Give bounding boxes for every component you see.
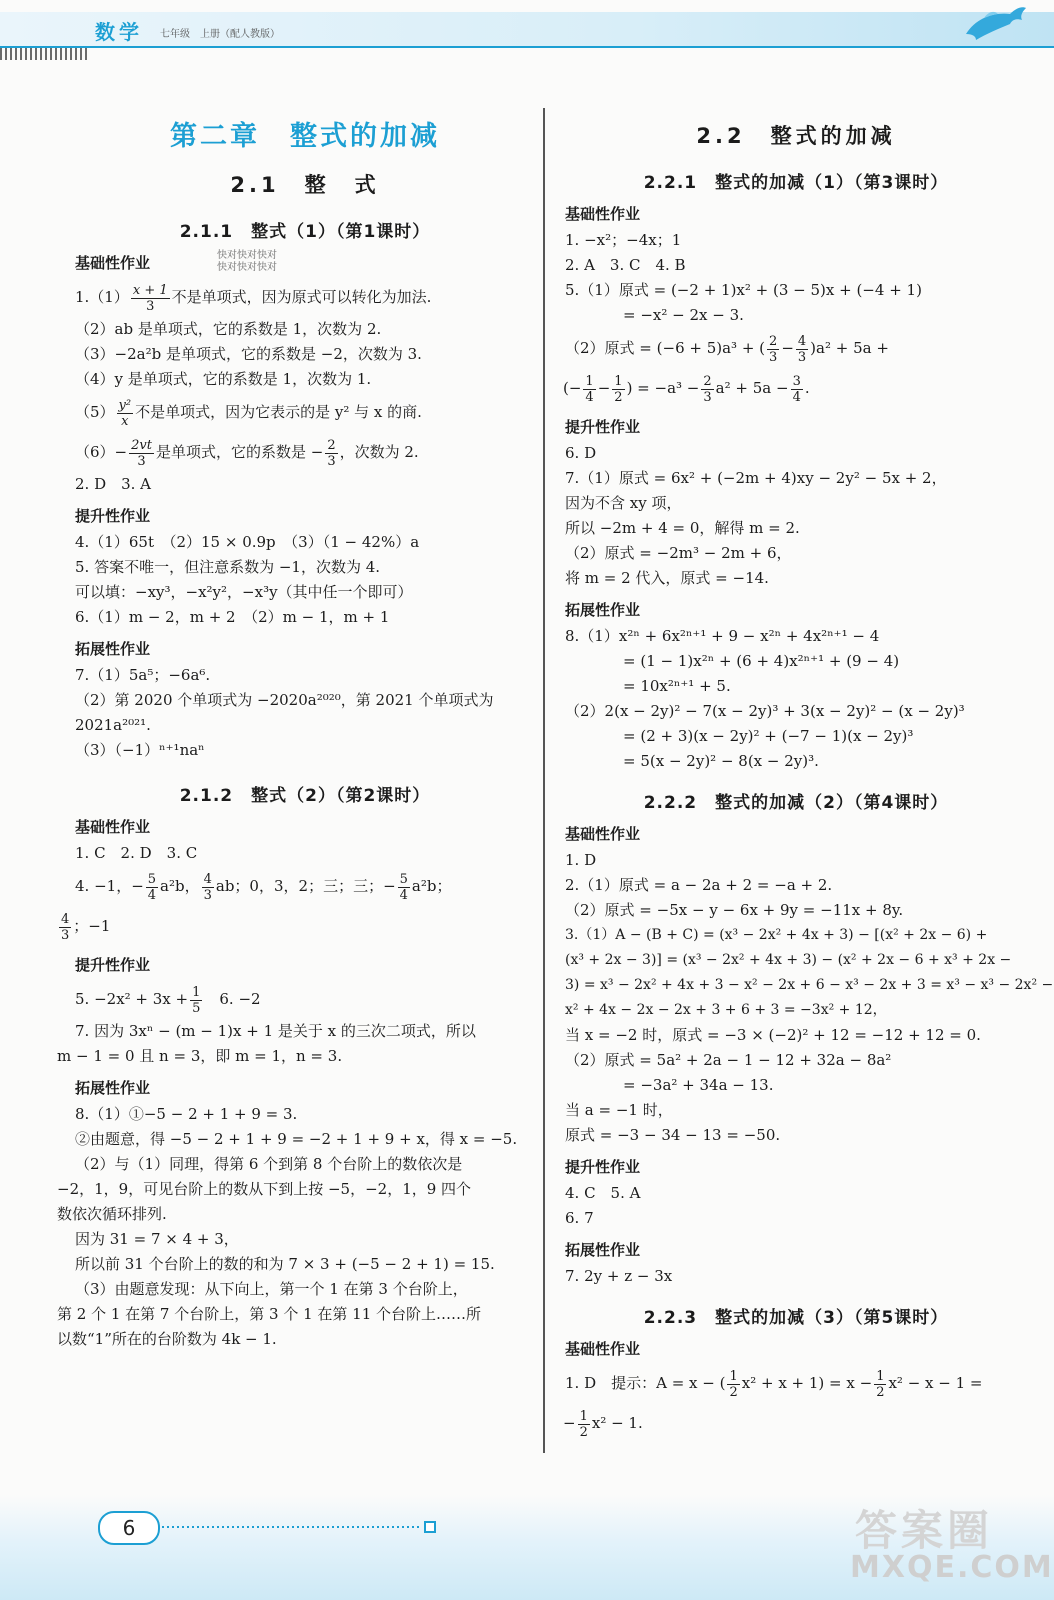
fraction xyxy=(583,374,595,405)
fraction xyxy=(146,872,158,903)
answer-line: （3）由题意发现：从下向上，第一个 1 在第 3 个台阶上， xyxy=(75,1280,468,1298)
answer-line: （2）原式 = −5x − y − 6x + 9y = −11x + 8y. xyxy=(565,901,904,919)
answer-line: 7. 2y + z − 3x xyxy=(565,1267,673,1285)
denominator: 3 xyxy=(797,349,807,365)
category-basic: 基础性作业 xyxy=(75,254,151,272)
numerator: 2 xyxy=(703,373,712,389)
category-basic: 基础性作业 xyxy=(75,818,151,836)
answer-line: （2）原式 = 5a² + 2a − 1 − 12 + 32a − 8a² xyxy=(565,1051,892,1069)
page-number: 6 xyxy=(98,1511,160,1545)
denominator: 3 xyxy=(203,887,212,903)
fraction xyxy=(190,985,202,1016)
answer-line: 1. C 2. D 3. C xyxy=(75,844,198,862)
denominator: 3 xyxy=(146,298,155,314)
text: 6. −2 xyxy=(204,990,261,1008)
answer-line: 2.（1）原式 = a − 2a + 2 = −a + 2. xyxy=(565,876,833,894)
text: ；−1 xyxy=(73,917,111,935)
fraction xyxy=(701,374,713,405)
text: 4. −1，− xyxy=(75,877,144,895)
category-improve: 提升性作业 xyxy=(565,1158,641,1176)
fraction xyxy=(578,1409,590,1440)
answer-line xyxy=(565,1363,1027,1403)
fraction xyxy=(129,438,154,469)
answer-line: 1. −x²；−4x；1 xyxy=(565,231,682,249)
column-divider xyxy=(543,108,545,1453)
answer-line: 3) = x³ − 2x² + 4x + 3 − x² − 2x + 6 − x³ − 2x + 3 = x³ − x³ − 2x² − xyxy=(565,977,1054,993)
answer-line: 4. C 5. A xyxy=(565,1184,641,1202)
answer-line: (x³ + 2x − 3)] = (x³ − 2x² + 4x + 3) − (x² + 2x − 6 + x³ + 2x − xyxy=(565,952,1012,968)
category-expand: 拓展性作业 xyxy=(75,1079,151,1097)
answer-line: 因为不含 xy 项， xyxy=(565,494,682,512)
answer-line: 所以前 31 个台阶上的数的和为 7 × 3 + (−5 − 2 + 1) = 15. xyxy=(75,1255,495,1273)
header-band xyxy=(0,12,1054,46)
answer-line: 1. D xyxy=(565,851,597,869)
fraction xyxy=(612,374,624,405)
watermark-logo: 答案圈 xyxy=(855,1506,994,1555)
answer-line: = (2 + 3)(x − 2y)² + (−7 − 1)(x − 2y)³ xyxy=(623,727,914,745)
numerator: 2vt xyxy=(131,437,152,453)
text: )a² + 5a + xyxy=(810,339,889,357)
answer-line xyxy=(75,392,535,432)
numerator: 3 xyxy=(792,373,801,389)
numerator: x + 1 xyxy=(132,282,168,298)
text: a² + 5a − xyxy=(715,379,789,397)
subsection-title-2-1-2: 2.1.2 整式（2）（第2课时） xyxy=(179,786,431,806)
category-basic: 基础性作业 xyxy=(565,825,641,843)
category-expand: 拓展性作业 xyxy=(75,640,151,658)
answer-line: 原式 = −3 − 34 − 13 = −50. xyxy=(565,1126,781,1144)
denominator: 3 xyxy=(327,453,336,469)
answer-line: （2）原式 = −2m³ − 2m + 6， xyxy=(565,544,792,562)
category-basic: 基础性作业 xyxy=(565,205,641,223)
text: x² + x + 1) = x − xyxy=(741,1374,873,1392)
text: a²b， xyxy=(160,877,200,895)
denominator: 3 xyxy=(61,927,70,943)
answer-line: 6. D xyxy=(565,444,597,462)
answer-line: 4.（1）65t （2）15 × 0.9p （3）（1 − 42%）a xyxy=(75,533,420,551)
answer-line: 所以 −2m + 4 = 0，解得 m = 2. xyxy=(565,519,800,537)
handwritten-line: 快对快对快对 xyxy=(217,250,277,261)
answer-line: = (1 − 1)x²ⁿ + (6 + 4)x²ⁿ⁺¹ + (9 − 4) xyxy=(623,652,900,670)
text: （6）− xyxy=(75,443,128,461)
denominator: 2 xyxy=(876,1384,885,1400)
text: （5） xyxy=(75,403,115,421)
subsection-title-2-2-2: 2.2.2 整式的加减（2）（第4课时） xyxy=(643,793,949,813)
category-improve: 提升性作业 xyxy=(75,956,151,974)
answer-line: = −x² − 2x − 3. xyxy=(623,306,744,324)
text: − xyxy=(597,379,611,397)
text: − xyxy=(563,1414,576,1432)
text: 不是单项式，因为原式可以转化为加法. xyxy=(171,288,432,306)
numerator: 2 xyxy=(327,437,336,453)
fraction xyxy=(59,912,71,943)
denominator: 2 xyxy=(579,1424,588,1440)
fraction xyxy=(117,398,134,429)
fraction xyxy=(874,1369,886,1400)
footer-square-icon xyxy=(424,1521,436,1533)
text: . xyxy=(804,379,810,397)
fraction xyxy=(325,438,337,469)
text: x² − 1. xyxy=(591,1414,643,1432)
answer-line: 将 m = 2 代入，原式 = −14. xyxy=(565,569,769,587)
header-subject: 数学 xyxy=(95,20,143,44)
denominator: 3 xyxy=(137,453,146,469)
numerator: 1 xyxy=(585,373,594,389)
text: x² − x − 1 = xyxy=(888,1374,983,1392)
subsection-title-2-2-3: 2.2.3 整式的加减（3）（第5课时） xyxy=(643,1308,949,1328)
answer-line: 当 a = −1 时， xyxy=(565,1101,673,1119)
answer-line: ②由题意，得 −5 − 2 + 1 + 9 = −2 + 1 + 9 + x，得 x = −5. xyxy=(75,1130,518,1148)
numerator: 4 xyxy=(203,871,212,887)
page-header xyxy=(0,0,1054,62)
right-column xyxy=(563,100,1054,1443)
answer-line: （2）ab 是单项式，它的系数是 1，次数为 2. xyxy=(75,320,382,338)
denominator: 4 xyxy=(147,887,157,903)
answer-line: 7. 因为 3xⁿ − (m − 1)x + 1 是关于 x 的三次二项式，所以 xyxy=(75,1022,476,1040)
watermark-url: MXQE.COM xyxy=(850,1550,1054,1585)
denominator: 3 xyxy=(769,349,778,365)
text: ab；0，3，2；三；三；− xyxy=(215,877,396,895)
denominator: 4 xyxy=(792,389,801,405)
left-column xyxy=(57,100,535,1352)
section-title-2-1: 2.1 整 式 xyxy=(230,173,380,197)
denominator: 4 xyxy=(585,389,594,405)
answer-line: = 5(x − 2y)² − 8(x − 2y)³. xyxy=(623,752,819,770)
answer-line: 7.（1）5a⁵；−6a⁶. xyxy=(75,666,211,684)
numerator: 2 xyxy=(769,333,778,349)
denominator: 2 xyxy=(614,389,623,405)
answer-line: （2）2(x − 2y)² − 7(x − 2y)³ + 3(x − 2y)² − (x − 2y)³ xyxy=(565,702,965,720)
category-expand: 拓展性作业 xyxy=(565,1241,641,1259)
text: （2）原式 = (−6 + 5)a³ + ( xyxy=(565,339,766,357)
header-ticks xyxy=(0,48,88,60)
numerator: 5 xyxy=(147,871,157,887)
answer-line: −2，1，9，可见台阶上的数从下到上按 −5，−2，1，9 四个 xyxy=(57,1180,472,1198)
answer-line: （2）第 2020 个单项式为 −2020a²⁰²⁰，第 2021 个单项式为 xyxy=(75,691,494,709)
subsection-title-2-2-1: 2.2.1 整式的加减（1）（第3课时） xyxy=(643,173,949,193)
text: 1. D 提示：A = x − ( xyxy=(565,1374,726,1392)
fraction xyxy=(131,283,170,314)
answer-line xyxy=(75,432,535,472)
answer-line xyxy=(57,906,535,946)
fraction xyxy=(398,872,410,903)
numerator: 1 xyxy=(729,1368,738,1384)
answer-line: （4）y 是单项式，它的系数是 1，次数为 1. xyxy=(75,370,372,388)
answer-line: 6.（1）m − 2，m + 2 （2）m − 1，m + 1 xyxy=(75,608,390,626)
answer-line: 6. 7 xyxy=(565,1209,594,1227)
answer-line: 7.（1）原式 = 6x² + (−2m + 4)xy − 2y² − 5x + 2， xyxy=(565,469,947,487)
answer-line: 3.（1）A − (B + C) = (x³ − 2x² + 4x + 3) − [(x² + 2x − 6) + xyxy=(565,927,988,943)
text: (− xyxy=(563,379,582,397)
answer-line: = 10x²ⁿ⁺¹ + 5. xyxy=(623,677,731,695)
answer-line xyxy=(75,277,535,317)
answer-line xyxy=(563,1403,1027,1443)
answer-line: 因为 31 = 7 × 4 + 3， xyxy=(75,1230,239,1248)
numerator: 1 xyxy=(192,984,201,1000)
numerator: 5 xyxy=(399,871,408,887)
fraction xyxy=(791,374,803,405)
denominator: x xyxy=(121,413,129,429)
fraction xyxy=(727,1369,739,1400)
handwritten-line: 快对快对快对 xyxy=(217,262,277,273)
text: 5. −2x² + 3x + xyxy=(75,990,189,1008)
answer-line: 数依次循环排列. xyxy=(57,1205,167,1223)
text: − xyxy=(781,339,794,357)
numerator: 4 xyxy=(61,911,70,927)
numerator: 1 xyxy=(579,1408,588,1424)
text: 1.（1） xyxy=(75,288,129,306)
answer-line: 2. D 3. A xyxy=(75,475,152,493)
fraction xyxy=(202,872,214,903)
answer-line xyxy=(565,328,1027,368)
answer-line: 可以填：−xy³，−x²y²，−x³y（其中任一个即可） xyxy=(75,583,413,601)
numerator: 1 xyxy=(614,373,623,389)
answer-line: x² + 4x − 2x − 2x + 3 + 6 + 3 = −3x² + 12， xyxy=(565,1002,887,1018)
answer-line: （3）（−1）ⁿ⁺¹naⁿ xyxy=(75,741,205,759)
numerator: 4 xyxy=(797,333,807,349)
section-title-2-2: 2.2 整式的加减 xyxy=(696,124,896,148)
subsection-title-2-1-1: 2.1.1 整式（1）（第1课时） xyxy=(179,222,431,242)
answer-line: （2）与（1）同理，得第 6 个到第 8 个台阶上的数依次是 xyxy=(75,1155,463,1173)
answer-line: = −3a² + 34a − 13. xyxy=(623,1076,774,1094)
answer-line: 8.（1）x²ⁿ + 6x²ⁿ⁺¹ + 9 − x²ⁿ + 4x²ⁿ⁺¹ − 4 xyxy=(565,627,880,645)
fraction xyxy=(767,334,779,365)
denominator: 3 xyxy=(703,389,712,405)
dolphin-icon xyxy=(964,4,1030,44)
text: a²b； xyxy=(411,877,452,895)
text: ，次数为 2. xyxy=(339,443,419,461)
answer-line xyxy=(75,979,535,1019)
answer-line: 5.（1）原式 = (−2 + 1)x² + (3 − 5)x + (−4 + 1) xyxy=(565,281,922,299)
denominator: 5 xyxy=(192,1000,201,1016)
answer-line: 以数“1”所在的台阶数为 4k − 1. xyxy=(57,1330,277,1348)
answer-line: 第 2 个 1 在第 7 个台阶上，第 3 个 1 在第 11 个台阶上……所 xyxy=(57,1305,482,1323)
answer-line: 5. 答案不唯一，但注意系数为 −1，次数为 4. xyxy=(75,558,381,576)
answer-line: 2. A 3. C 4. B xyxy=(565,256,686,274)
category-basic: 基础性作业 xyxy=(565,1340,641,1358)
fraction xyxy=(796,334,808,365)
numerator: 1 xyxy=(876,1368,885,1384)
category-improve: 提升性作业 xyxy=(75,507,151,525)
category-expand: 拓展性作业 xyxy=(565,601,641,619)
answer-line: 当 x = −2 时，原式 = −3 × (−2)² + 12 = −12 + 12 = 0. xyxy=(565,1026,981,1044)
answer-line xyxy=(75,866,535,906)
handwritten-note xyxy=(217,250,277,274)
footer-dotted-line xyxy=(162,1526,420,1528)
answer-line: m − 1 = 0 且 n = 3，即 m = 1，n = 3. xyxy=(57,1047,343,1065)
category-improve: 提升性作业 xyxy=(565,418,641,436)
denominator: 2 xyxy=(729,1384,738,1400)
text: 是单项式，它的系数是 − xyxy=(155,443,324,461)
header-rule xyxy=(0,46,1054,48)
text: ) = −a³ − xyxy=(626,379,700,397)
answer-line xyxy=(563,368,1027,408)
numerator: y² xyxy=(118,397,132,413)
answer-line: （3）−2a²b 是单项式，它的系数是 −2，次数为 3. xyxy=(75,345,422,363)
answer-line: 8.（1）①−5 − 2 + 1 + 9 = 3. xyxy=(75,1105,298,1123)
chapter-title: 第二章 整式的加减 xyxy=(170,121,440,152)
header-info: 七年级 上册（配人教版） xyxy=(160,29,280,40)
text: 不是单项式，因为它表示的是 y² 与 x 的商. xyxy=(135,403,422,421)
denominator: 4 xyxy=(399,887,408,903)
answer-line: 2021a²⁰²¹. xyxy=(75,716,151,734)
